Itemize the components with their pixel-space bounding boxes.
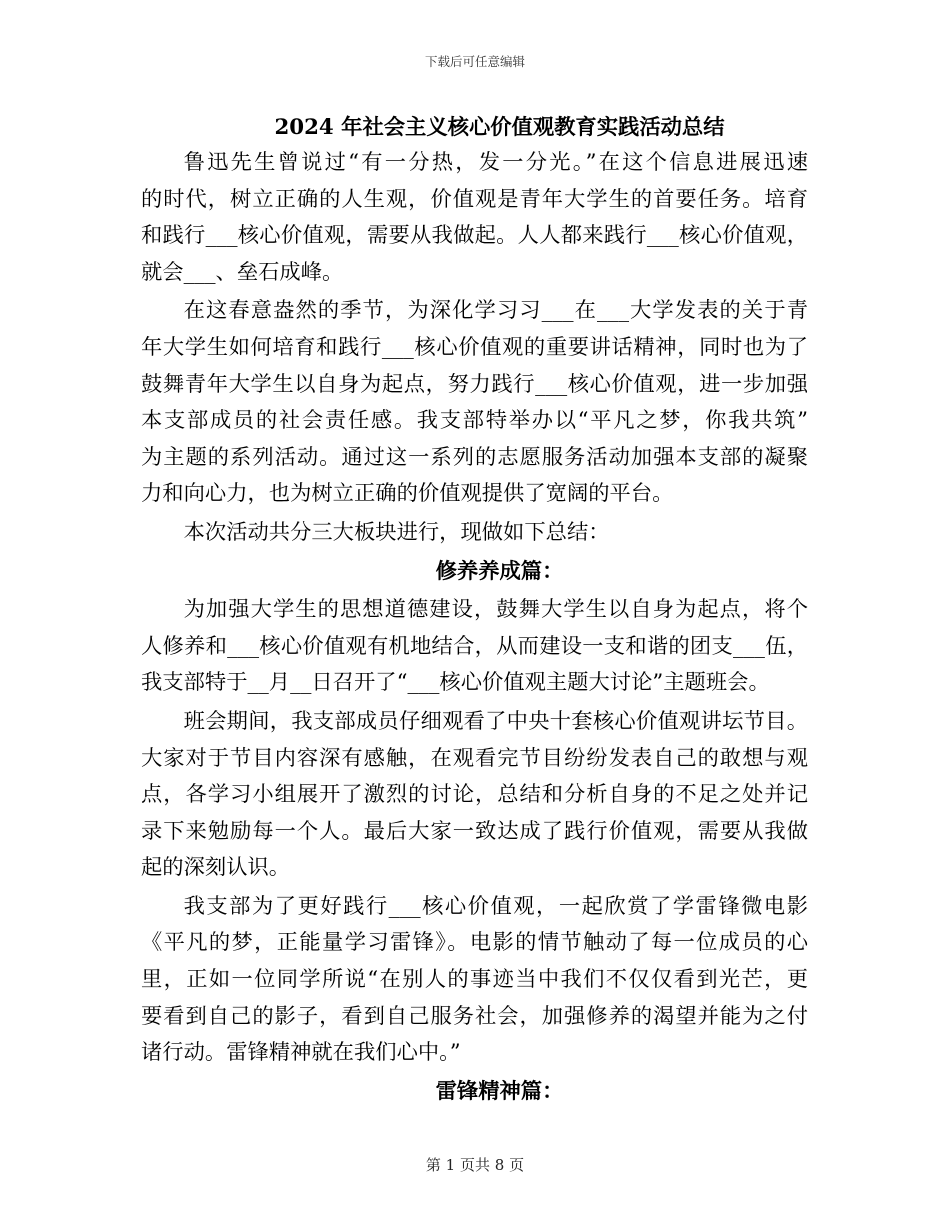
text-line: 《平凡的梦，正能量学习雷锋》。电影的情节触动了每一位成员的心	[141, 930, 808, 956]
document-body	[141, 110, 808, 1112]
text-line: 里，正如一位同学所说“在别人的事迹当中我们不仅仅看到光芒，更	[141, 967, 808, 993]
header-note: 下载后可任意编辑	[424, 54, 525, 69]
paragraph-background	[141, 293, 808, 513]
text-line: 年大学生如何培育和践行___核心价值观的重要讲话精神，同时也为了	[141, 334, 808, 360]
document-title: 2024 年社会主义核心价值观教育实践活动总结	[274, 115, 725, 140]
text-line: 本次活动共分三大板块进行，现做如下总结：	[183, 519, 610, 545]
paragraph-intro	[141, 145, 808, 291]
text-line: 就会___、垒石成峰。	[141, 259, 344, 285]
text-line: 我支部为了更好践行___核心价值观，一起欣赏了学雷锋微电影	[183, 893, 808, 919]
text-line: 大家对于节目内容深有感触，在观看完节目纷纷发表自己的敢想与观	[141, 745, 808, 771]
text-line: 点，各学习小组展开了激烈的讨论，总结和分析自身的不足之处并记	[141, 782, 808, 808]
text-line: 我支部特于__月__日召开了“___核心价值观主题大讨论”主题班会。	[141, 670, 770, 696]
text-line: 鼓舞青年大学生以自身为起点，努力践行___核心价值观，进一步加强	[141, 371, 808, 397]
text-line: 和践行___核心价值观，需要从我做起。人人都来践行___核心价值观，	[141, 223, 808, 249]
text-line: 人修养和___核心价值观有机地结合，从而建设一支和谐的团支___伍，	[141, 633, 808, 659]
text-line: 力和向心力，也为树立正确的价值观提供了宽阔的平台。	[141, 481, 674, 507]
section-heading: 雷锋精神篇：	[435, 1078, 564, 1104]
text-line: 鲁迅先生曾说过“有一分热，发一分光。”在这个信息进展迅速	[183, 150, 808, 175]
section-heading: 修养养成篇：	[435, 558, 564, 584]
text-line: 在这春意盎然的季节，为深化学习习___在___大学发表的关于青	[183, 298, 808, 324]
text-line: 的时代，树立正确的人生观，价值观是青年大学生的首要任务。培育	[141, 186, 808, 212]
paragraph-class-meeting	[141, 592, 808, 702]
paragraph-summary-intro	[141, 515, 808, 552]
text-line: 为加强大学生的思想道德建设，鼓舞大学生以自身为起点，将个	[183, 597, 808, 623]
text-line: 要看到自己的影子，看到自己服务社会，加强修养的渴望并能为之付	[141, 1003, 808, 1029]
paragraph-meeting-details	[141, 704, 808, 887]
text-line: 本支部成员的社会责任感。我支部特举办以“平凡之梦，你我共筑”	[141, 408, 808, 434]
paragraph-film	[141, 889, 808, 1072]
text-line: 为主题的系列活动。通过这一系列的志愿服务活动加强本支部的凝聚	[141, 444, 808, 470]
text-line: 录下来勉励每一个人。最后大家一致达成了践行价值观，需要从我做	[141, 818, 808, 844]
text-line: 起的深刻认识。	[141, 855, 291, 881]
text-line: 诸行动。雷锋精神就在我们心中。”	[141, 1040, 461, 1066]
text-line: 班会期间，我支部成员仔细观看了中央十套核心价值观讲坛节目。	[183, 708, 808, 734]
page-number: 第 1 页共 8 页	[425, 1156, 525, 1174]
